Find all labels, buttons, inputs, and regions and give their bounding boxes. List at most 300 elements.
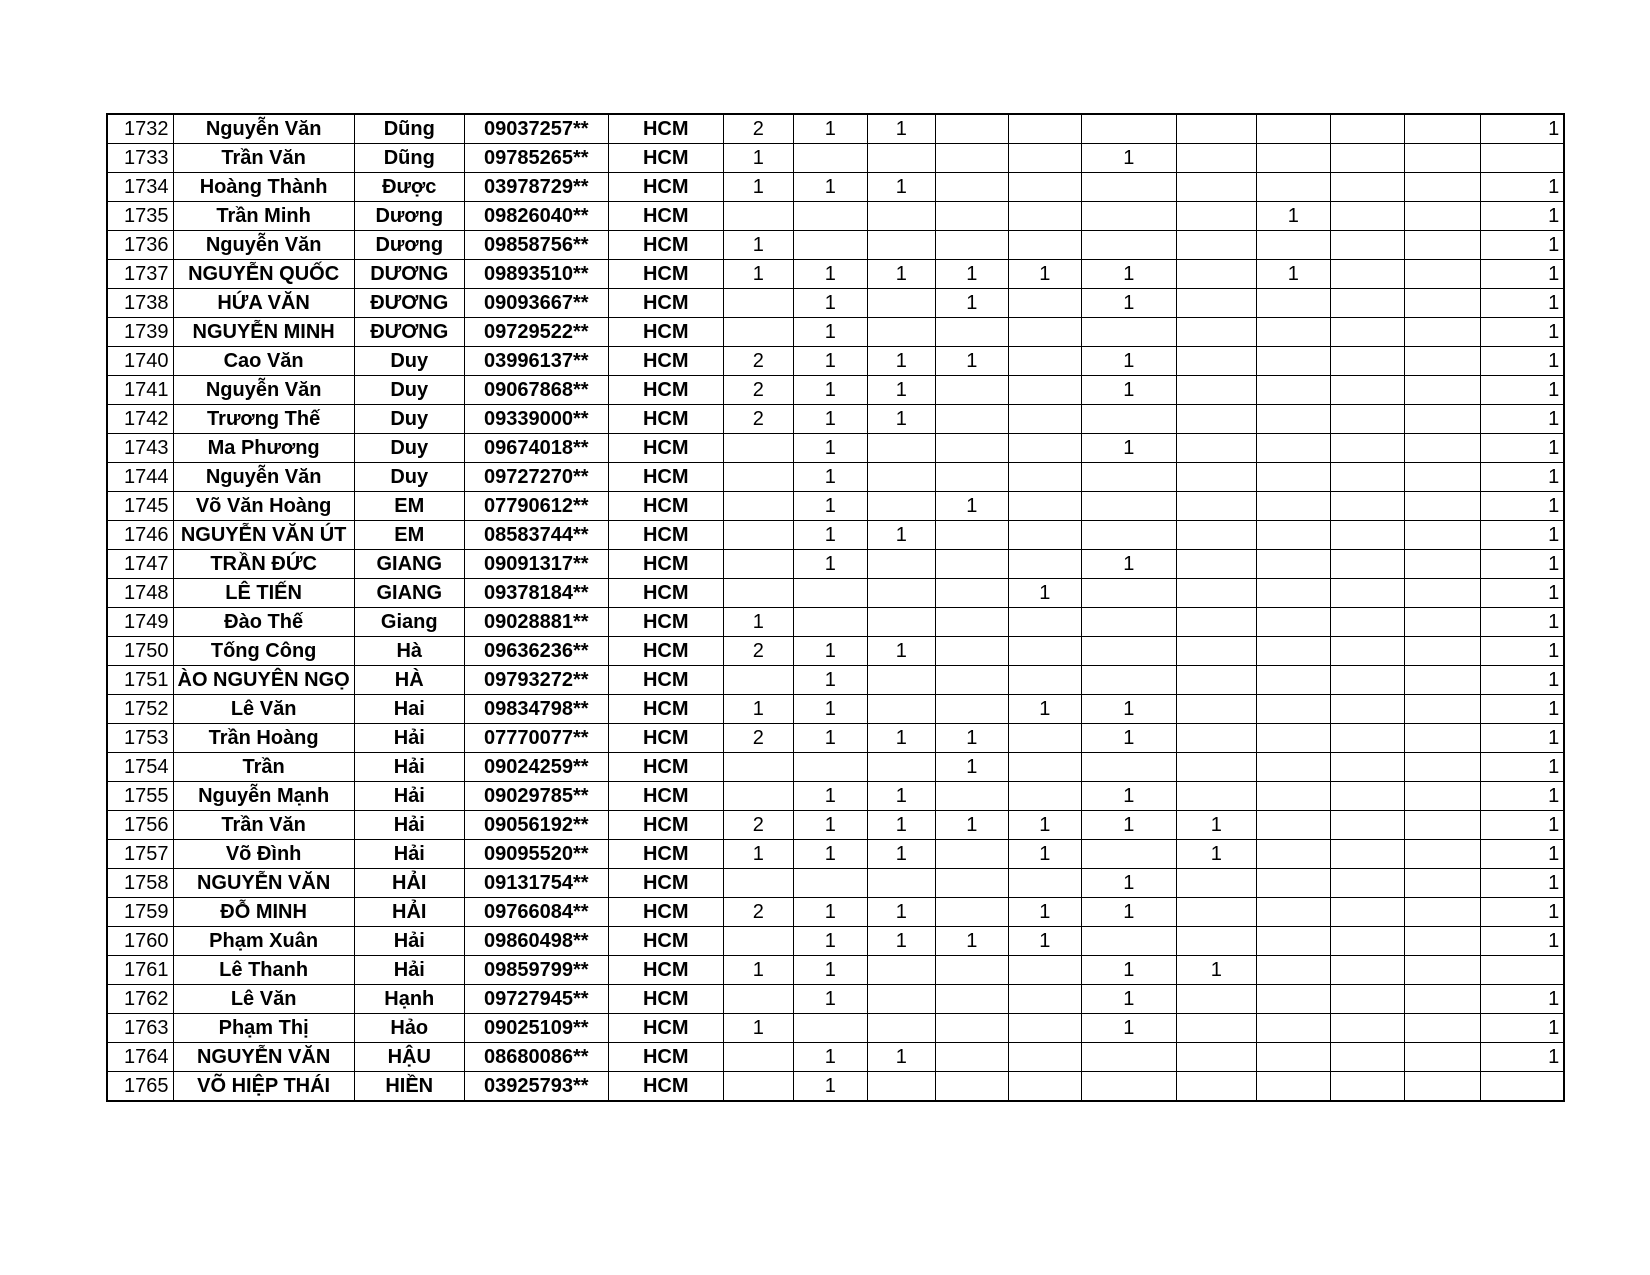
table-row: [107, 840, 1564, 869]
count-cell: [1176, 173, 1256, 202]
count-cell: [1256, 869, 1330, 898]
phone-cell: 03996137**: [464, 347, 608, 376]
last-count-cell: 1: [1480, 434, 1564, 463]
count-cell: 1: [1081, 811, 1176, 840]
last-count-cell: 1: [1480, 608, 1564, 637]
province-cell: HCM: [608, 956, 723, 985]
count-cell: [1404, 724, 1480, 753]
last-count-cell: 1: [1480, 376, 1564, 405]
count-cell: [935, 869, 1008, 898]
count-cell: 1: [793, 405, 867, 434]
count-cell: 1: [1081, 376, 1176, 405]
count-cell: [1330, 869, 1404, 898]
count-cell: [935, 1014, 1008, 1043]
row-number-cell: 1744: [107, 463, 173, 492]
count-cell: [867, 695, 935, 724]
given-name-cell: Duy: [354, 405, 464, 434]
count-cell: [1256, 637, 1330, 666]
count-cell: 1: [935, 347, 1008, 376]
count-cell: [1330, 521, 1404, 550]
surname-cell: Trần Văn: [173, 811, 354, 840]
count-cell: 1: [793, 811, 867, 840]
count-cell: [723, 521, 793, 550]
province-cell: HCM: [608, 666, 723, 695]
count-cell: [1256, 724, 1330, 753]
count-cell: [723, 666, 793, 695]
count-cell: [1081, 173, 1176, 202]
count-cell: [793, 1014, 867, 1043]
count-cell: 1: [1081, 289, 1176, 318]
count-cell: 1: [723, 144, 793, 173]
surname-cell: Nguyễn Văn: [173, 376, 354, 405]
row-number-cell: 1753: [107, 724, 173, 753]
count-cell: 1: [1081, 695, 1176, 724]
count-cell: [1081, 492, 1176, 521]
count-cell: 1: [1008, 811, 1081, 840]
phone-cell: 09093667**: [464, 289, 608, 318]
count-cell: [1081, 840, 1176, 869]
province-cell: HCM: [608, 114, 723, 144]
last-count-cell: 1: [1480, 898, 1564, 927]
last-count-cell: 1: [1480, 405, 1564, 434]
count-cell: [1330, 318, 1404, 347]
province-cell: HCM: [608, 434, 723, 463]
count-cell: 1: [723, 956, 793, 985]
count-cell: [1008, 724, 1081, 753]
table-row: [107, 521, 1564, 550]
count-cell: [1081, 1043, 1176, 1072]
table-row: [107, 1072, 1564, 1102]
surname-cell: Trần Hoàng: [173, 724, 354, 753]
count-cell: [1330, 724, 1404, 753]
count-cell: [1256, 550, 1330, 579]
count-cell: 1: [1081, 144, 1176, 173]
phone-cell: 08680086**: [464, 1043, 608, 1072]
count-cell: [1176, 405, 1256, 434]
count-cell: [935, 231, 1008, 260]
province-cell: HCM: [608, 782, 723, 811]
given-name-cell: Hai: [354, 695, 464, 724]
province-cell: HCM: [608, 695, 723, 724]
count-cell: 1: [793, 724, 867, 753]
count-cell: [867, 869, 935, 898]
count-cell: 1: [935, 724, 1008, 753]
count-cell: 1: [793, 985, 867, 1014]
province-cell: HCM: [608, 405, 723, 434]
province-cell: HCM: [608, 898, 723, 927]
count-cell: [1176, 927, 1256, 956]
count-cell: [1256, 144, 1330, 173]
row-number-cell: 1738: [107, 289, 173, 318]
phone-cell: 09766084**: [464, 898, 608, 927]
surname-cell: Lê Văn: [173, 985, 354, 1014]
count-cell: 1: [793, 318, 867, 347]
last-count-cell: 1: [1480, 753, 1564, 782]
row-number-cell: 1733: [107, 144, 173, 173]
given-name-cell: ĐƯƠNG: [354, 289, 464, 318]
count-cell: [1404, 1072, 1480, 1102]
last-count-cell: 1: [1480, 202, 1564, 231]
given-name-cell: HIỀN: [354, 1072, 464, 1102]
count-cell: 1: [1008, 260, 1081, 289]
count-cell: [1176, 144, 1256, 173]
count-cell: [1404, 376, 1480, 405]
count-cell: [1176, 666, 1256, 695]
count-cell: [867, 985, 935, 1014]
count-cell: [723, 318, 793, 347]
province-cell: HCM: [608, 869, 723, 898]
table-row: [107, 1014, 1564, 1043]
count-cell: [1256, 1014, 1330, 1043]
count-cell: [935, 637, 1008, 666]
count-cell: 1: [867, 347, 935, 376]
last-count-cell: 1: [1480, 521, 1564, 550]
row-number-cell: 1743: [107, 434, 173, 463]
count-cell: [1404, 521, 1480, 550]
count-cell: 1: [1081, 985, 1176, 1014]
count-cell: [1008, 782, 1081, 811]
count-cell: [1176, 753, 1256, 782]
phone-cell: 09826040**: [464, 202, 608, 231]
count-cell: [1404, 434, 1480, 463]
given-name-cell: Duy: [354, 347, 464, 376]
last-count-cell: 1: [1480, 579, 1564, 608]
count-cell: 1: [867, 405, 935, 434]
count-cell: [1404, 985, 1480, 1014]
count-cell: 1: [1008, 579, 1081, 608]
count-cell: [1176, 231, 1256, 260]
count-cell: 1: [793, 463, 867, 492]
table-row: [107, 869, 1564, 898]
phone-cell: 09024259**: [464, 753, 608, 782]
table-row: [107, 724, 1564, 753]
province-cell: HCM: [608, 173, 723, 202]
count-cell: [1081, 637, 1176, 666]
province-cell: HCM: [608, 289, 723, 318]
count-cell: [1176, 898, 1256, 927]
count-cell: [1081, 1072, 1176, 1102]
count-cell: [1404, 869, 1480, 898]
row-number-cell: 1746: [107, 521, 173, 550]
last-count-cell: 1: [1480, 463, 1564, 492]
province-cell: HCM: [608, 492, 723, 521]
last-count-cell: 1: [1480, 695, 1564, 724]
count-cell: [1404, 579, 1480, 608]
count-cell: [1256, 376, 1330, 405]
count-cell: [1330, 405, 1404, 434]
count-cell: 1: [867, 724, 935, 753]
last-count-cell: [1480, 1072, 1564, 1102]
count-cell: 2: [723, 811, 793, 840]
count-cell: 1: [723, 695, 793, 724]
table-row: [107, 144, 1564, 173]
count-cell: 1: [723, 608, 793, 637]
count-cell: [1176, 289, 1256, 318]
count-cell: [1008, 637, 1081, 666]
row-number-cell: 1732: [107, 114, 173, 144]
table-row: [107, 173, 1564, 202]
row-number-cell: 1756: [107, 811, 173, 840]
table-row: [107, 608, 1564, 637]
count-cell: 1: [867, 260, 935, 289]
table-row: [107, 579, 1564, 608]
last-count-cell: 1: [1480, 492, 1564, 521]
count-cell: [723, 927, 793, 956]
given-name-cell: Dũng: [354, 114, 464, 144]
count-cell: [867, 753, 935, 782]
row-number-cell: 1752: [107, 695, 173, 724]
count-cell: 1: [1008, 927, 1081, 956]
count-cell: [793, 144, 867, 173]
last-count-cell: [1480, 144, 1564, 173]
table-row: [107, 260, 1564, 289]
count-cell: 1: [867, 927, 935, 956]
count-cell: 1: [793, 695, 867, 724]
table-row: [107, 550, 1564, 579]
count-cell: [1008, 521, 1081, 550]
count-cell: 1: [793, 637, 867, 666]
last-count-cell: 1: [1480, 811, 1564, 840]
count-cell: [1330, 1014, 1404, 1043]
count-cell: 1: [1081, 347, 1176, 376]
surname-cell: Hoàng Thành: [173, 173, 354, 202]
count-cell: [1008, 1072, 1081, 1102]
count-cell: [793, 202, 867, 231]
count-cell: [723, 753, 793, 782]
count-cell: 1: [723, 1014, 793, 1043]
count-cell: 1: [793, 173, 867, 202]
row-number-cell: 1759: [107, 898, 173, 927]
count-cell: [1256, 347, 1330, 376]
given-name-cell: HÀ: [354, 666, 464, 695]
count-cell: 1: [867, 1043, 935, 1072]
count-cell: [867, 202, 935, 231]
count-cell: [1404, 318, 1480, 347]
count-cell: [867, 956, 935, 985]
count-cell: [1081, 114, 1176, 144]
province-cell: HCM: [608, 144, 723, 173]
count-cell: 1: [867, 898, 935, 927]
phone-cell: 09860498**: [464, 927, 608, 956]
count-cell: [1330, 347, 1404, 376]
count-cell: [867, 608, 935, 637]
last-count-cell: 1: [1480, 927, 1564, 956]
count-cell: [1404, 666, 1480, 695]
given-name-cell: Hải: [354, 811, 464, 840]
count-cell: 1: [935, 260, 1008, 289]
count-cell: [1256, 492, 1330, 521]
given-name-cell: Dũng: [354, 144, 464, 173]
count-cell: [935, 840, 1008, 869]
last-count-cell: 1: [1480, 260, 1564, 289]
count-cell: 1: [867, 114, 935, 144]
phone-cell: 09029785**: [464, 782, 608, 811]
count-cell: [1176, 608, 1256, 637]
count-cell: [1176, 869, 1256, 898]
count-cell: [1081, 405, 1176, 434]
count-cell: [1330, 985, 1404, 1014]
count-cell: [867, 666, 935, 695]
count-cell: [1256, 405, 1330, 434]
phone-cell: 09056192**: [464, 811, 608, 840]
surname-cell: VÕ HIỆP THÁI: [173, 1072, 354, 1102]
surname-cell: Ma Phương: [173, 434, 354, 463]
surname-cell: TRẦN ĐỨC: [173, 550, 354, 579]
count-cell: [1081, 608, 1176, 637]
province-cell: HCM: [608, 1043, 723, 1072]
count-cell: [1008, 114, 1081, 144]
count-cell: 1: [793, 492, 867, 521]
table-row: [107, 782, 1564, 811]
count-cell: [1330, 434, 1404, 463]
count-cell: [1404, 463, 1480, 492]
count-cell: 1: [867, 521, 935, 550]
province-cell: HCM: [608, 927, 723, 956]
count-cell: [1256, 753, 1330, 782]
last-count-cell: 1: [1480, 1014, 1564, 1043]
count-cell: 1: [935, 492, 1008, 521]
count-cell: [1404, 173, 1480, 202]
count-cell: [1404, 260, 1480, 289]
count-cell: 1: [1008, 695, 1081, 724]
count-cell: [935, 434, 1008, 463]
count-cell: [1008, 666, 1081, 695]
count-cell: [1176, 782, 1256, 811]
count-cell: [1256, 579, 1330, 608]
phone-cell: 07790612**: [464, 492, 608, 521]
surname-cell: Lê Văn: [173, 695, 354, 724]
count-cell: [1330, 898, 1404, 927]
surname-cell: Võ Đình: [173, 840, 354, 869]
count-cell: [1008, 463, 1081, 492]
count-cell: [1008, 289, 1081, 318]
count-cell: [935, 550, 1008, 579]
count-cell: [1008, 376, 1081, 405]
count-cell: [1008, 869, 1081, 898]
surname-cell: HỨA VĂN: [173, 289, 354, 318]
count-cell: [867, 434, 935, 463]
count-cell: 1: [1081, 956, 1176, 985]
given-name-cell: Hà: [354, 637, 464, 666]
phone-cell: 09095520**: [464, 840, 608, 869]
row-number-cell: 1754: [107, 753, 173, 782]
given-name-cell: Hải: [354, 840, 464, 869]
table-row: [107, 318, 1564, 347]
given-name-cell: HẬU: [354, 1043, 464, 1072]
count-cell: [1008, 144, 1081, 173]
phone-cell: 08583744**: [464, 521, 608, 550]
province-cell: HCM: [608, 1014, 723, 1043]
count-cell: [723, 1043, 793, 1072]
count-cell: 1: [793, 956, 867, 985]
count-cell: [1256, 840, 1330, 869]
row-number-cell: 1751: [107, 666, 173, 695]
phone-cell: 09025109**: [464, 1014, 608, 1043]
count-cell: [1081, 521, 1176, 550]
table-row: [107, 434, 1564, 463]
count-cell: [1256, 811, 1330, 840]
last-count-cell: 1: [1480, 782, 1564, 811]
count-cell: [1256, 695, 1330, 724]
surname-cell: Phạm Thị: [173, 1014, 354, 1043]
phone-cell: 07770077**: [464, 724, 608, 753]
count-cell: [1330, 637, 1404, 666]
province-cell: HCM: [608, 260, 723, 289]
count-cell: [723, 579, 793, 608]
row-number-cell: 1749: [107, 608, 173, 637]
count-cell: [1404, 347, 1480, 376]
count-cell: [1330, 579, 1404, 608]
phone-cell: 09727270**: [464, 463, 608, 492]
count-cell: [867, 463, 935, 492]
given-name-cell: GIANG: [354, 550, 464, 579]
count-cell: [1330, 463, 1404, 492]
count-cell: [1008, 405, 1081, 434]
count-cell: [723, 463, 793, 492]
phone-cell: 09674018**: [464, 434, 608, 463]
count-cell: [1176, 318, 1256, 347]
count-cell: [1008, 434, 1081, 463]
count-cell: [1081, 231, 1176, 260]
count-cell: [1256, 927, 1330, 956]
table-row: [107, 927, 1564, 956]
count-cell: 1: [1081, 1014, 1176, 1043]
given-name-cell: GIANG: [354, 579, 464, 608]
count-cell: [1176, 579, 1256, 608]
count-cell: [1008, 202, 1081, 231]
count-cell: [1256, 521, 1330, 550]
phone-cell: 09793272**: [464, 666, 608, 695]
count-cell: [1330, 173, 1404, 202]
count-cell: [935, 608, 1008, 637]
count-cell: 1: [723, 260, 793, 289]
phone-cell: 09037257**: [464, 114, 608, 144]
count-cell: [1008, 318, 1081, 347]
count-cell: 2: [723, 347, 793, 376]
count-cell: [1256, 289, 1330, 318]
count-cell: 1: [867, 376, 935, 405]
surname-cell: Nguyễn Mạnh: [173, 782, 354, 811]
given-name-cell: EM: [354, 521, 464, 550]
count-cell: [1176, 1072, 1256, 1102]
count-cell: [1256, 985, 1330, 1014]
province-cell: HCM: [608, 318, 723, 347]
count-cell: [1404, 114, 1480, 144]
count-cell: 1: [1081, 724, 1176, 753]
count-cell: 1: [1008, 898, 1081, 927]
row-number-cell: 1735: [107, 202, 173, 231]
count-cell: 1: [793, 434, 867, 463]
surname-cell: Tống Công: [173, 637, 354, 666]
phone-cell: 09858756**: [464, 231, 608, 260]
count-cell: [1008, 550, 1081, 579]
count-cell: [1081, 579, 1176, 608]
row-number-cell: 1739: [107, 318, 173, 347]
row-number-cell: 1758: [107, 869, 173, 898]
last-count-cell: [1480, 956, 1564, 985]
count-cell: [1256, 231, 1330, 260]
count-cell: [1404, 289, 1480, 318]
count-cell: [867, 1072, 935, 1102]
given-name-cell: Hải: [354, 782, 464, 811]
surname-cell: NGUYỄN VĂN ÚT: [173, 521, 354, 550]
count-cell: [1330, 1043, 1404, 1072]
table-row: [107, 347, 1564, 376]
count-cell: 1: [793, 289, 867, 318]
table-row: [107, 898, 1564, 927]
count-cell: 1: [1081, 260, 1176, 289]
count-cell: [935, 144, 1008, 173]
